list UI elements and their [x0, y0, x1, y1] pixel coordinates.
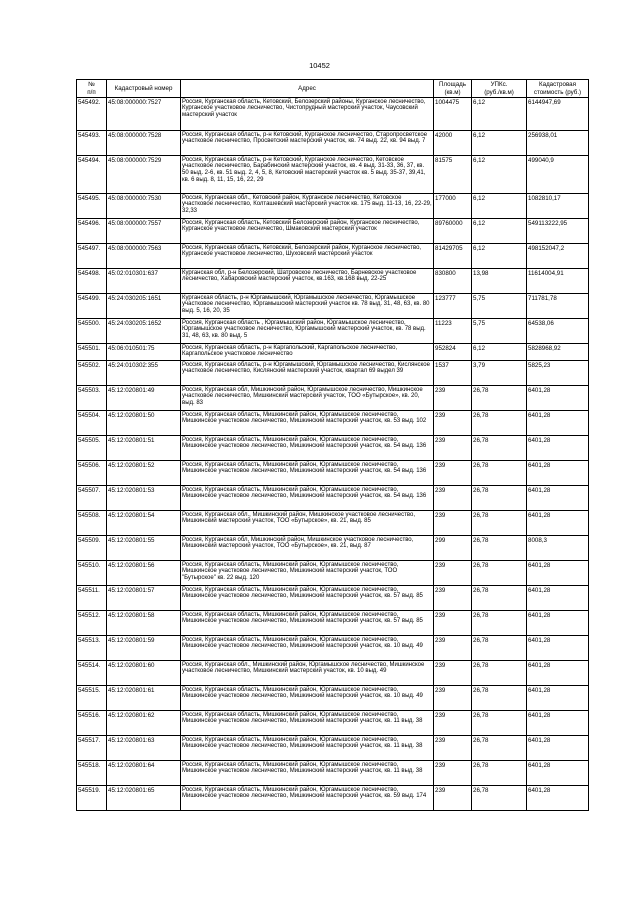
- table-row: [77, 131, 589, 156]
- area-cell: 239: [434, 736, 472, 761]
- address-cell: Россия, Курганская область, р-н Каргапольский, Каргапольское лесничество, Каргапольское участковое лесничество: [181, 344, 434, 361]
- table-row: [77, 736, 589, 761]
- area-cell: 239: [434, 386, 472, 411]
- cadastral-number-cell: 45:08:000000:7530: [107, 194, 181, 219]
- upks-cell: 3,79: [472, 361, 527, 386]
- cadastral-cost-cell: 6401,28: [527, 411, 589, 436]
- cadastral-number-cell: 45:08:000000:7528: [107, 131, 181, 156]
- cadastral-number-cell: 45:12:020801:51: [107, 436, 181, 461]
- address-cell: Россия, Курганская область, Мишкинский район, Юргамышское лесничество, Мишкинское участковое лесничество, Мишкинский мастерский участок, кв. 10 выд. 49: [181, 636, 434, 661]
- upks-cell: 26,78: [472, 461, 527, 486]
- cadastral-cost-cell: 711781,78: [527, 294, 589, 319]
- row-index-cell: 545499.: [77, 294, 107, 319]
- cadastral-cost-cell: 256938,01: [527, 131, 589, 156]
- row-index-cell: 545496.: [77, 219, 107, 244]
- cadastral-number-cell: 45:12:020801:57: [107, 586, 181, 611]
- upks-cell: 6,12: [472, 98, 527, 131]
- cadastral-number-cell: 45:12:020801:61: [107, 686, 181, 711]
- cadastral-cost-cell: 6144947,69: [527, 98, 589, 131]
- cadastral-number-cell: 45:08:000000:7529: [107, 156, 181, 194]
- area-cell: 239: [434, 486, 472, 511]
- cadastral-number-cell: 45:12:020801:52: [107, 461, 181, 486]
- cadastral-number-cell: 45:12:020801:54: [107, 511, 181, 536]
- area-cell: 1004475: [434, 98, 472, 131]
- cadastral-cost-cell: 6401,28: [527, 686, 589, 711]
- cadastral-cost-cell: 6401,28: [527, 461, 589, 486]
- row-index-cell: 545492.: [77, 98, 107, 131]
- address-cell: Россия, Курганская область, Мишкинский район, Юргамышское лесничество, Мишкинское участковое лесничество, Мишкинский мастерский участок, кв. 59 выд. 174: [181, 786, 434, 811]
- table-row: [77, 344, 589, 361]
- row-index-cell: 545515.: [77, 686, 107, 711]
- row-index-cell: 545507.: [77, 486, 107, 511]
- table-row: [77, 194, 589, 219]
- cadastral-cost-cell: 6401,28: [527, 711, 589, 736]
- cadastral-number-cell: 45:12:020801:53: [107, 486, 181, 511]
- table-row: [77, 586, 589, 611]
- table-row: [77, 319, 589, 344]
- address-cell: Россия, Курганская область, р-н Кетовский, Курганское лесничество, Кетовское участковое лесничество, Барабинский мастерский участок, кв. 4 выд. 31-33, 36, 37, кв. 50 выд. 2-6, кв. 51 выд. 2, 4, 5, 8, Кетовский мастерский участок кв. 5 выд. 35-37, 39,41, кв. 6 выд. 8, 11, 15, 16, 22, 29: [181, 156, 434, 194]
- cadastral-number-cell: 45:12:020801:64: [107, 761, 181, 786]
- cadastral-number-cell: 45:12:020801:60: [107, 661, 181, 686]
- upks-cell: 26,78: [472, 586, 527, 611]
- header-address: Адрес: [181, 80, 434, 98]
- area-cell: 830800: [434, 269, 472, 294]
- table-row: [77, 711, 589, 736]
- row-index-cell: 545502.: [77, 361, 107, 386]
- cadastral-cost-cell: 64538,06: [527, 319, 589, 344]
- upks-cell: 26,78: [472, 436, 527, 461]
- cadastral-cost-cell: 6401,28: [527, 636, 589, 661]
- address-cell: Россия, Курганская область, р-н Кетовский, Курганское лесничество, Старопросветское участковое лесничество, Просветский мастерский участок, кв. 74 выд. 22, кв. 94 выд. 7: [181, 131, 434, 156]
- address-cell: Россия, Курганская область, р-н Юргамышский, Юргамышское лесничество, Кислянское участковое лесничество, Кислянский мастерский участок, квартал 69 выдел 39: [181, 361, 434, 386]
- address-cell: Россия, Курганская область, Мишкинский район, Юргамышское лесничество, Мишкинское участковое лесничество, Мишкинский мастерский участок, ТОО "Бутырское" кв. 22 выд. 120: [181, 561, 434, 586]
- upks-cell: 6,12: [472, 194, 527, 219]
- cadastral-cost-cell: 499040,9: [527, 156, 589, 194]
- upks-cell: 6,12: [472, 219, 527, 244]
- table-row: [77, 686, 589, 711]
- area-cell: 239: [434, 436, 472, 461]
- cadastral-cost-cell: 1082810,17: [527, 194, 589, 219]
- area-cell: 89760000: [434, 219, 472, 244]
- upks-cell: 26,78: [472, 536, 527, 561]
- cadastral-number-cell: 45:24:030205:1651: [107, 294, 181, 319]
- upks-cell: 26,78: [472, 761, 527, 786]
- upks-cell: 26,78: [472, 736, 527, 761]
- cadastral-number-cell: 45:08:000000:7527: [107, 98, 181, 131]
- area-cell: 177000: [434, 194, 472, 219]
- table-row: [77, 761, 589, 786]
- table-row: [77, 661, 589, 686]
- upks-cell: 5,75: [472, 319, 527, 344]
- table-row: [77, 636, 589, 661]
- area-cell: 42000: [434, 131, 472, 156]
- address-cell: Россия, Курганская обл, Мишкинский район, Юргамышское лесничество, Мишкинское участковое лесничество, Мишкинский мастерский участок, ТОО «Бутырское», кв. 20, выд. 83: [181, 386, 434, 411]
- upks-cell: 26,78: [472, 611, 527, 636]
- header-index: № п/п: [77, 80, 107, 98]
- upks-cell: 26,78: [472, 786, 527, 811]
- cadastral-cost-cell: 549113222,95: [527, 219, 589, 244]
- area-cell: 239: [434, 611, 472, 636]
- cadastral-cost-cell: 6401,28: [527, 736, 589, 761]
- upks-cell: 26,78: [472, 686, 527, 711]
- cadastral-number-cell: 45:12:020801:63: [107, 736, 181, 761]
- cadastral-cost-cell: 11614004,91: [527, 269, 589, 294]
- address-cell: Россия, Курганская область, Мишкинский район, Юргамышское лесничество, Мишкинское участковое лесничество, Мишкинский мастерский участок, кв. 11 выд. 38: [181, 711, 434, 736]
- cadastral-cost-cell: 6401,28: [527, 661, 589, 686]
- cadastral-number-cell: 45:12:020801:62: [107, 711, 181, 736]
- row-index-cell: 545518.: [77, 761, 107, 786]
- area-cell: 1537: [434, 361, 472, 386]
- cadastral-number-cell: 45:02:010301:637: [107, 269, 181, 294]
- cadastral-cost-cell: 6401,28: [527, 611, 589, 636]
- upks-cell: 6,12: [472, 156, 527, 194]
- table-row: [77, 294, 589, 319]
- upks-cell: 5,75: [472, 294, 527, 319]
- upks-cell: 26,78: [472, 661, 527, 686]
- header-cost: Кадастровая стоимость (руб.): [527, 80, 589, 98]
- area-cell: 239: [434, 761, 472, 786]
- row-index-cell: 545500.: [77, 319, 107, 344]
- cadastral-cost-cell: 6401,28: [527, 386, 589, 411]
- area-cell: 239: [434, 786, 472, 811]
- page-number: 10452: [309, 61, 330, 70]
- area-cell: 239: [434, 711, 472, 736]
- upks-cell: 26,78: [472, 411, 527, 436]
- upks-cell: 26,78: [472, 486, 527, 511]
- address-cell: Россия, Курганская область, Мишкинский район, Юргамышское лесничество, Мишкинское участковое лесничество, Мишкинский мастерский участок, кв. 10 выд. 49: [181, 686, 434, 711]
- address-cell: Россия, Курганская область, Мишкинский район, Юргамышское лесничество, Мишкинское участковое лесничество, Мишкинский мастерский участок, кв. 54 выд. 136: [181, 436, 434, 461]
- address-cell: Россия, Курганская область, Мишкинский район, Юргамышское лесничество, Мишкинское участковое лесничество, Мишкинский мастерский участок, кв. 54 выд. 136: [181, 461, 434, 486]
- upks-cell: 13,98: [472, 269, 527, 294]
- cadastral-number-cell: 45:24:030205:1652: [107, 319, 181, 344]
- row-index-cell: 545498.: [77, 269, 107, 294]
- area-cell: 81575: [434, 156, 472, 194]
- address-cell: Россия, Курганская область, Кетовский, Белозерский районы, Курганское лесничество, Курганское участковое лесничество, Чистопрудный мастерский участок, Чаусовский мастерский участок: [181, 98, 434, 131]
- table-row: [77, 611, 589, 636]
- table-row: [77, 461, 589, 486]
- table-row: [77, 386, 589, 411]
- cadastral-number-cell: 45:06:010501:75: [107, 344, 181, 361]
- address-cell: Россия, Курганская область, Кетовский Белозерский район, Курганское лесничество, Курганское участковое лесничество, Шмаковский мастерский участок: [181, 219, 434, 244]
- table-row: [77, 786, 589, 811]
- table-row: [77, 536, 589, 561]
- cadastral-number-cell: 45:08:000000:7557: [107, 219, 181, 244]
- table-row: [77, 486, 589, 511]
- area-cell: 299: [434, 536, 472, 561]
- area-cell: 81429705: [434, 244, 472, 269]
- row-index-cell: 545495.: [77, 194, 107, 219]
- row-index-cell: 545510.: [77, 561, 107, 586]
- row-index-cell: 545501.: [77, 344, 107, 361]
- row-index-cell: 545497.: [77, 244, 107, 269]
- area-cell: 239: [434, 511, 472, 536]
- cadastral-number-cell: 45:12:020801:58: [107, 611, 181, 636]
- table-body: [77, 98, 589, 811]
- row-index-cell: 545513.: [77, 636, 107, 661]
- address-cell: Россия, Курганская область, Мишкинский район, Юргамышское лесничество, Мишкинское участковое лесничество, Мишкинский мастерский участок, кв. 54 выд. 136: [181, 486, 434, 511]
- cadastral-cost-cell: 6401,28: [527, 586, 589, 611]
- upks-cell: 26,78: [472, 386, 527, 411]
- cadastral-cost-cell: 5828968,92: [527, 344, 589, 361]
- table-row: [77, 156, 589, 194]
- address-cell: Россия, Курганская область, Кетовский, Белозерский район, Курганское лесничество, Курганское участковое лесничество, Шуховский мастерский участок: [181, 244, 434, 269]
- header-area: Площадь (кв.м): [434, 80, 472, 98]
- address-cell: Россия, Курганская область, Мишкинский район, Юргамышское лесничество, Мишкинское участковое лесничество, Мишкинский мастерский участок, кв. 57 выд. 85: [181, 611, 434, 636]
- row-index-cell: 545508.: [77, 511, 107, 536]
- row-index-cell: 545504.: [77, 411, 107, 436]
- header-cadastral-number: Кадастровый номер: [107, 80, 181, 98]
- header-upks: УПКс. (руб./кв.м): [472, 80, 527, 98]
- table-header-row: [77, 80, 589, 98]
- row-index-cell: 545511.: [77, 586, 107, 611]
- upks-cell: 6,12: [472, 244, 527, 269]
- address-cell: Курганская область, р-н Юргамышский, Юргамышское лесничество, Юргамышское участковое лесничество, Юргамышский мастерский участок кв. 78 выд. 31, 48, 63, кв. 80 выд. 5, 16, 20, 35: [181, 294, 434, 319]
- cadastral-cost-cell: 6401,28: [527, 561, 589, 586]
- cadastral-cost-cell: 8008,3: [527, 536, 589, 561]
- address-cell: Россия, Курганская область, Мишкинский район, Юргамышское лесничество, Мишкинское участковое лесничество, Мишкинский мастерский участок, кв. 11 выд. 38: [181, 761, 434, 786]
- address-cell: Россия, Курганская область, Мишкинский район, Юргамышское лесничество, Мишкинское участковое лесничество, Мишкинский мастерский участок, кв. 53 выд. 102: [181, 411, 434, 436]
- cadastral-number-cell: 45:12:020801:55: [107, 536, 181, 561]
- area-cell: 239: [434, 661, 472, 686]
- row-index-cell: 545519.: [77, 786, 107, 811]
- row-index-cell: 545494.: [77, 156, 107, 194]
- row-index-cell: 545509.: [77, 536, 107, 561]
- row-index-cell: 545512.: [77, 611, 107, 636]
- area-cell: 11223: [434, 319, 472, 344]
- area-cell: 952824: [434, 344, 472, 361]
- row-index-cell: 545505.: [77, 436, 107, 461]
- row-index-cell: 545516.: [77, 711, 107, 736]
- area-cell: 123777: [434, 294, 472, 319]
- area-cell: 239: [434, 636, 472, 661]
- table-row: [77, 269, 589, 294]
- address-cell: Россия, Курганская область , Юргамышский район, Юргамышское лесничество, Юргамышское участковое лесничество, Юргамышский мастерский участок, кв. 78 выд. 31, 48, 63, кв. 80 выд. 5: [181, 319, 434, 344]
- address-cell: Россия, Курганская область, Мишкинский район, Юргамышское лесничество, Мишкинское участковое лесничество, Мишкинский мастерский участок, кв. 11 выд. 38: [181, 736, 434, 761]
- cadastral-cost-cell: 6401,28: [527, 486, 589, 511]
- address-cell: Россия, Курганская обл., Кетовский район, Курганское лесничество, Кетовское участковое лесничество, Колташевский мастерский участок кв. 175 выд. 11-13, 16, 22-29, 32,33: [181, 194, 434, 219]
- cadastral-number-cell: 45:12:020801:65: [107, 786, 181, 811]
- cadastral-cost-cell: 5825,23: [527, 361, 589, 386]
- table-row: [77, 361, 589, 386]
- address-cell: Россия, Курганская обл., Мишкинский район, Мишкинское участковое лесничество, Мишкинский мастерский участок, ТОО «Бутырское», кв. 21, выд. 85: [181, 511, 434, 536]
- cadastral-number-cell: 45:12:020801:56: [107, 561, 181, 586]
- cadastral-cost-cell: 6401,28: [527, 786, 589, 811]
- area-cell: 239: [434, 586, 472, 611]
- cadastral-number-cell: 45:08:000000:7563: [107, 244, 181, 269]
- table-row: [77, 219, 589, 244]
- upks-cell: 26,78: [472, 561, 527, 586]
- address-cell: Россия, Курганская обл., Мишкинский район, Юргамышское лесничество, Мишкинское участковое лесничество, Мишкинский мастерский участок, кв. 10 выд. 49: [181, 661, 434, 686]
- cadastral-cost-cell: 6401,28: [527, 511, 589, 536]
- row-index-cell: 545503.: [77, 386, 107, 411]
- table-row: [77, 244, 589, 269]
- cadastral-table: [76, 79, 589, 811]
- upks-cell: 6,12: [472, 131, 527, 156]
- address-cell: Россия, Курганская обл, Мишкинский район, Мишкинское участковое лесничество, Мишкинский мастерский участок, ТОО «Бутырское», кв. 21, выд. 87: [181, 536, 434, 561]
- table-row: [77, 98, 589, 131]
- address-cell: Россия, Курганская область, Мишкинский район, Юргамышское лесничество, Мишкинское участковое лесничество, Мишкинский мастерский участок, кв. 57 выд. 85: [181, 586, 434, 611]
- upks-cell: 6,12: [472, 344, 527, 361]
- upks-cell: 26,78: [472, 711, 527, 736]
- upks-cell: 26,78: [472, 511, 527, 536]
- table-row: [77, 511, 589, 536]
- cadastral-number-cell: 45:24:010302:355: [107, 361, 181, 386]
- table-row: [77, 436, 589, 461]
- area-cell: 239: [434, 686, 472, 711]
- table-row: [77, 411, 589, 436]
- address-cell: Курганская обл, р-н Белозерский, Шатровское лесничество, Барневское участковое лесничество, Хабаровский мастерский участок, кв.163, кв.168 выд. 22-25: [181, 269, 434, 294]
- cadastral-number-cell: 45:12:020801:49: [107, 386, 181, 411]
- row-index-cell: 545517.: [77, 736, 107, 761]
- cadastral-cost-cell: 6401,28: [527, 761, 589, 786]
- area-cell: 239: [434, 561, 472, 586]
- table-row: [77, 561, 589, 586]
- cadastral-cost-cell: 498152047,2: [527, 244, 589, 269]
- cadastral-cost-cell: 6401,28: [527, 436, 589, 461]
- cadastral-number-cell: 45:12:020801:59: [107, 636, 181, 661]
- area-cell: 239: [434, 461, 472, 486]
- cadastral-number-cell: 45:12:020801:50: [107, 411, 181, 436]
- upks-cell: 26,78: [472, 636, 527, 661]
- area-cell: 239: [434, 411, 472, 436]
- row-index-cell: 545514.: [77, 661, 107, 686]
- row-index-cell: 545493.: [77, 131, 107, 156]
- row-index-cell: 545506.: [77, 461, 107, 486]
